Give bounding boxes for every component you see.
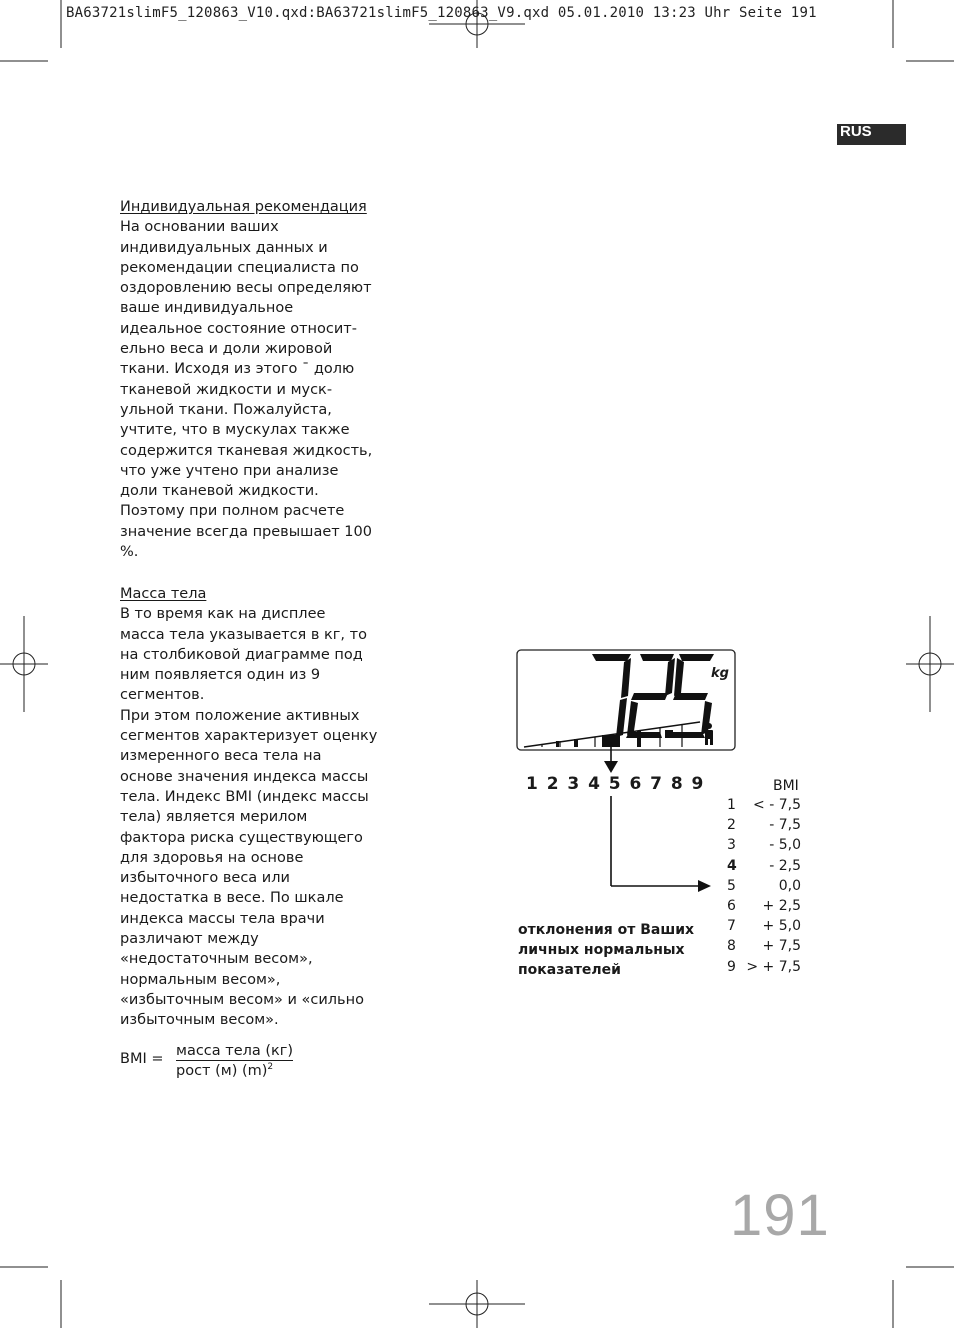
- section-individual-recommendation: [120, 197, 373, 562]
- paragraph-line: сегментов.: [120, 687, 205, 704]
- paragraph-line: ельно веса и доли жировой: [120, 341, 333, 358]
- paragraph-line: ним появляется один из 9: [120, 667, 321, 684]
- segment-number: 4: [588, 774, 600, 794]
- paragraph-line: значение всегда превышает 100: [120, 523, 372, 540]
- paragraph-line: для здоровья на основе: [120, 849, 304, 866]
- caption-line: личных нормальных: [518, 942, 685, 959]
- paragraph-line: ульной ткани. Пожалуйста,: [120, 401, 332, 418]
- paragraph-line: нормальным весом»,: [120, 971, 281, 988]
- paragraph-line: Поэтому при полном расчете: [120, 503, 345, 520]
- section-heading: Масса тела: [120, 586, 207, 602]
- paragraph-line: идеальное состояние относит-: [120, 320, 357, 337]
- section-heading: Индивидуальная рекомендация: [120, 199, 367, 215]
- arrow-right-icon: [698, 880, 711, 892]
- file-header: BA63721slimF5_120863_V10.qxd:BA63721slimF5_120863_V9.qxd 05.01.2010 13:23 Uhr Seite 191: [66, 5, 817, 21]
- paragraph-line: что уже учтено при анализе: [120, 462, 339, 479]
- paragraph-line: «избыточным весом» и «сильно: [120, 991, 364, 1008]
- paragraph-line: тела. Индекс BMI (индекс массы: [120, 788, 369, 805]
- table-row: 2 - 7,5: [727, 817, 801, 834]
- bmi-formula: [120, 1043, 294, 1079]
- paragraph-line: оздоровлению весы определяют: [120, 280, 372, 297]
- section-body: [120, 604, 378, 1030]
- table-row: 1 < - 7,5: [727, 797, 801, 813]
- diagram-arrows: [596, 740, 716, 894]
- paragraph-line: на столбиковой диаграмме под: [120, 646, 363, 663]
- paragraph-line: учтите, что в мускулах также: [120, 422, 350, 439]
- paragraph-line: сегментов характеризует оценку: [120, 728, 378, 745]
- segment-number: 8: [670, 774, 683, 794]
- formula-fraction: [176, 1043, 293, 1079]
- paragraph-line: На основании ваших: [120, 219, 279, 236]
- scale-lcd-display: [516, 649, 736, 752]
- segment-number: 6: [629, 774, 642, 794]
- segment-number: 5: [608, 774, 621, 794]
- paragraph-line: фактора риска существующего: [120, 829, 363, 846]
- segment-number: 2: [546, 774, 559, 794]
- lcd-unit-label: kg: [711, 666, 729, 681]
- paragraph-line: В то время как на дисплее: [120, 606, 326, 623]
- registration-mark-right: [906, 616, 954, 712]
- bmi-table: [727, 797, 801, 979]
- paragraph-line: доли тканевой жидкости.: [120, 483, 319, 500]
- bmi-table-header: BMI: [773, 778, 799, 794]
- paragraph-line: тела) является мерилом: [120, 809, 308, 826]
- paragraph-line: избыточного веса или: [120, 870, 290, 887]
- paragraph-line: содержится тканевая жидкость,: [120, 442, 373, 459]
- section-body-mass: [120, 584, 378, 1031]
- registration-mark-left: [0, 616, 48, 712]
- segment-numbers: [526, 774, 712, 794]
- paragraph-line: При этом положение активных: [120, 707, 360, 724]
- paragraph-line: избыточным весом».: [120, 1012, 279, 1029]
- table-row: 7 + 5,0: [727, 918, 801, 935]
- paragraph-line: ваше индивидуальное: [120, 300, 294, 317]
- segment-number: 3: [567, 774, 580, 794]
- paragraph-line: различают между: [120, 931, 259, 948]
- table-row: 6 + 2,5: [727, 897, 801, 914]
- paragraph-line: измеренного веса тела на: [120, 748, 322, 765]
- table-row: 4 - 2,5: [727, 857, 801, 874]
- registration-mark-bottom: [429, 1280, 525, 1328]
- table-row: 3 - 5,0: [727, 837, 801, 854]
- paragraph-line: масса тела указывается в кг, то: [120, 626, 367, 643]
- segment-number: 9: [691, 774, 704, 794]
- arrow-down-icon: [604, 761, 618, 773]
- paragraph-line: %.: [120, 544, 139, 561]
- table-row: 5 0,0: [727, 877, 801, 894]
- segment-number: 7: [650, 774, 662, 794]
- formula-lhs: BMI =: [120, 1051, 164, 1067]
- formula-denominator: рост (м) $(m)^2$: [176, 1062, 274, 1079]
- table-row: 8 + 7,5: [727, 938, 801, 955]
- paragraph-line: индекса массы тела врачи: [120, 910, 325, 927]
- paragraph-line: основе значения индекса массы: [120, 768, 369, 785]
- paragraph-line: рекомендации специалиста по: [120, 259, 359, 276]
- page-number: 191: [730, 1183, 830, 1248]
- segment-number: 1: [526, 774, 538, 794]
- language-tab: RUS: [837, 124, 906, 145]
- paragraph-line: недостатка в весе. По шкале: [120, 890, 344, 907]
- formula-numerator: масса тела (кг): [176, 1043, 294, 1059]
- caption-line: показателей: [518, 962, 621, 979]
- deviation-caption: [518, 920, 694, 981]
- section-body: [120, 217, 373, 562]
- paragraph-line: «недостаточным весом»,: [120, 951, 313, 968]
- caption-line: отклонения от Ваших: [518, 922, 695, 938]
- paragraph-line: тканевой жидкости и муск-: [120, 381, 333, 398]
- paragraph-line: индивидуальных данных и: [120, 239, 328, 256]
- paragraph-line: ткани. Исходя из этого ¯ долю: [120, 361, 355, 378]
- table-row: 9 > + 7,5: [727, 958, 801, 975]
